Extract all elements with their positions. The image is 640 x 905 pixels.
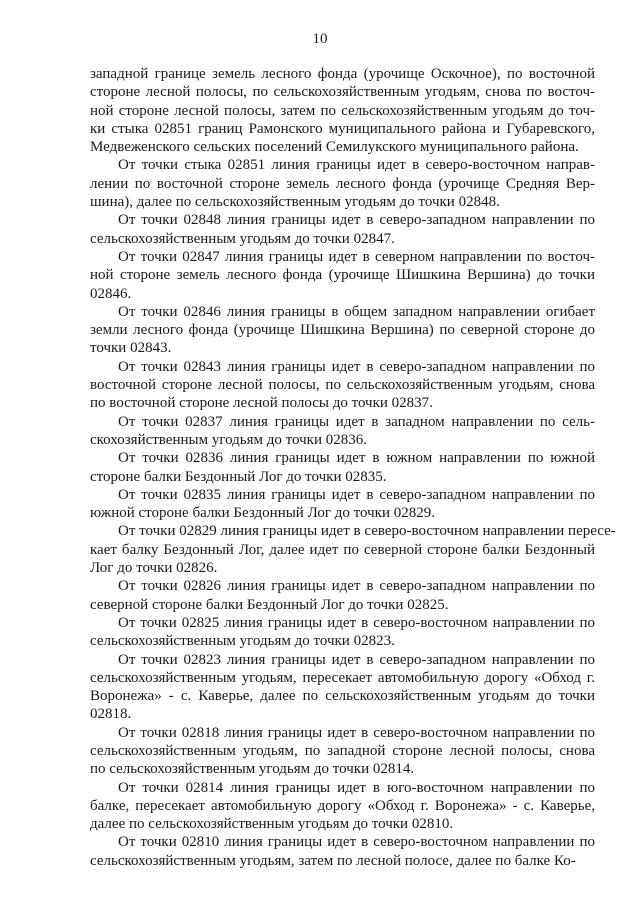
text-line: шина), далее по сельскохозяйственным угодьям до точки 02848.: [90, 194, 500, 211]
paragraph: [90, 833, 595, 870]
text-line: по сельскохозяйственным угодьям до точки 02814.: [90, 761, 415, 778]
text-line: земли лесного фонда (урочище Шишкина Вершина) по северной стороне до: [90, 322, 595, 339]
text-line: Лог до точки 02826.: [90, 560, 218, 577]
paragraph: [90, 577, 595, 614]
text-line: От точки стыка 02851 линия границы идет в северо-восточном направ-: [118, 157, 595, 174]
text-line: ной стороне земель лесного фонда (урочище Шишкина Вершина) до точки: [90, 267, 595, 284]
document-body: [90, 65, 616, 870]
text-line: От точки 02810 линия границы идет в северо-восточном направлении по: [118, 834, 595, 851]
text-line: скохозяйственным угодьям до точки 02836.: [90, 431, 368, 448]
text-line: От точки 02843 линия границы идет в северо-западном направлении по: [118, 358, 595, 375]
text-line: От точки 02835 линия границы идет в северо-западном направлении по: [118, 486, 595, 503]
text-line: От точки 02846 линия границы в общем западном направлении огибает: [118, 303, 595, 320]
paragraph: [90, 303, 595, 358]
text-line: стороне балки Бездонный Лог до точки 02835.: [90, 468, 387, 485]
text-line: восточной стороне лесной полосы, по сельскохозяйственным угодьям, снова: [90, 377, 595, 394]
paragraph: [90, 156, 595, 211]
paragraph: [90, 449, 595, 486]
paragraph: [90, 211, 595, 248]
text-line: От точки 02826 линия границы идет в северо-западном направлении по: [118, 578, 595, 595]
text-line: лении по восточной стороне земель лесного фонда (урочище Средняя Вер-: [90, 175, 595, 192]
text-line: по восточной стороне лесной полосы до точки 02837.: [90, 395, 433, 412]
text-line: Медвеженского сельских поселений Семилукского муниципального района.: [90, 139, 579, 156]
text-line: стороне лесной полосы, по сельскохозяйственным угодьям, снова по восточ-: [90, 84, 595, 101]
text-line: ной стороне лесной полосы, затем по сельскохозяйственным угодьям до точ-: [90, 102, 595, 119]
text-line: От точки 02829 линия границы идет в северо-восточном направлении пересе-: [118, 523, 616, 540]
text-line: далее по сельскохозяйственным угодьям до точки 02810.: [90, 816, 454, 833]
paragraph: [90, 486, 595, 523]
paragraph: [90, 614, 595, 651]
text-line: северной стороне балки Бездонный Лог до точки 02825.: [90, 596, 449, 613]
text-line: сельскохозяйственным угодьям до точки 02823.: [90, 633, 395, 650]
paragraph: [90, 248, 595, 303]
paragraph: [90, 413, 595, 450]
text-line: кает балку Бездонный Лог, далее идет по северной стороне балки Бездонный: [90, 541, 595, 558]
text-line: точки 02843.: [90, 340, 172, 357]
text-line: сельскохозяйственным угодьям, по западной стороне лесной полосы, снова: [90, 742, 595, 759]
paragraph: [90, 724, 595, 779]
text-line: От точки 02848 линия границы идет в северо-западном направлении по: [118, 212, 595, 229]
text-line: От точки 02818 линия границы идет в северо-восточном направлении по: [118, 724, 595, 741]
paragraph: [90, 522, 616, 577]
text-line: сельскохозяйственным угодьям, пересекает автомобильную дорогу «Обход г.: [90, 669, 595, 686]
page-number: 10: [312, 31, 328, 47]
paragraph: [90, 779, 595, 834]
text-line: От точки 02814 линия границы идет в юго-восточном направлении по: [118, 779, 595, 796]
text-line: ки стыка 02851 границ Рамонского муниципального района и Губаревского,: [90, 120, 595, 137]
text-line: сельскохозяйственным угодьям, затем по лесной полосе, далее по балке Ко-: [90, 852, 576, 869]
text-line: западной границе земель лесного фонда (урочище Оскочное), по восточной: [90, 66, 595, 82]
text-line: От точки 02847 линия границы идет в северном направлении по восточ-: [118, 248, 595, 265]
text-line: Воронежа» - с. Каверье, далее по сельскохозяйственным угодьям до точки: [90, 688, 595, 705]
paragraph: [90, 65, 595, 156]
text-line: балке, пересекает автомобильную дорогу «Обход г. Воронежа» - с. Каверье,: [90, 797, 595, 814]
text-line: От точки 02837 линия границы идет в западном направлении по сель-: [118, 413, 595, 430]
text-line: От точки 02825 линия границы идет в северо-восточном направлении по: [118, 614, 595, 631]
paragraph: [90, 651, 595, 724]
text-line: сельскохозяйственным угодьям до точки 02847.: [90, 230, 395, 247]
text-line: 02818.: [90, 706, 132, 723]
text-line: От точки 02823 линия границы идет в северо-западном направлении по: [118, 651, 595, 668]
text-line: южной стороне балки Бездонный Лог до точки 02829.: [90, 505, 435, 522]
paragraph: [90, 358, 595, 413]
text-line: 02846.: [90, 285, 132, 302]
text-line: От точки 02836 линия границы идет в южном направлении по южной: [118, 450, 595, 467]
